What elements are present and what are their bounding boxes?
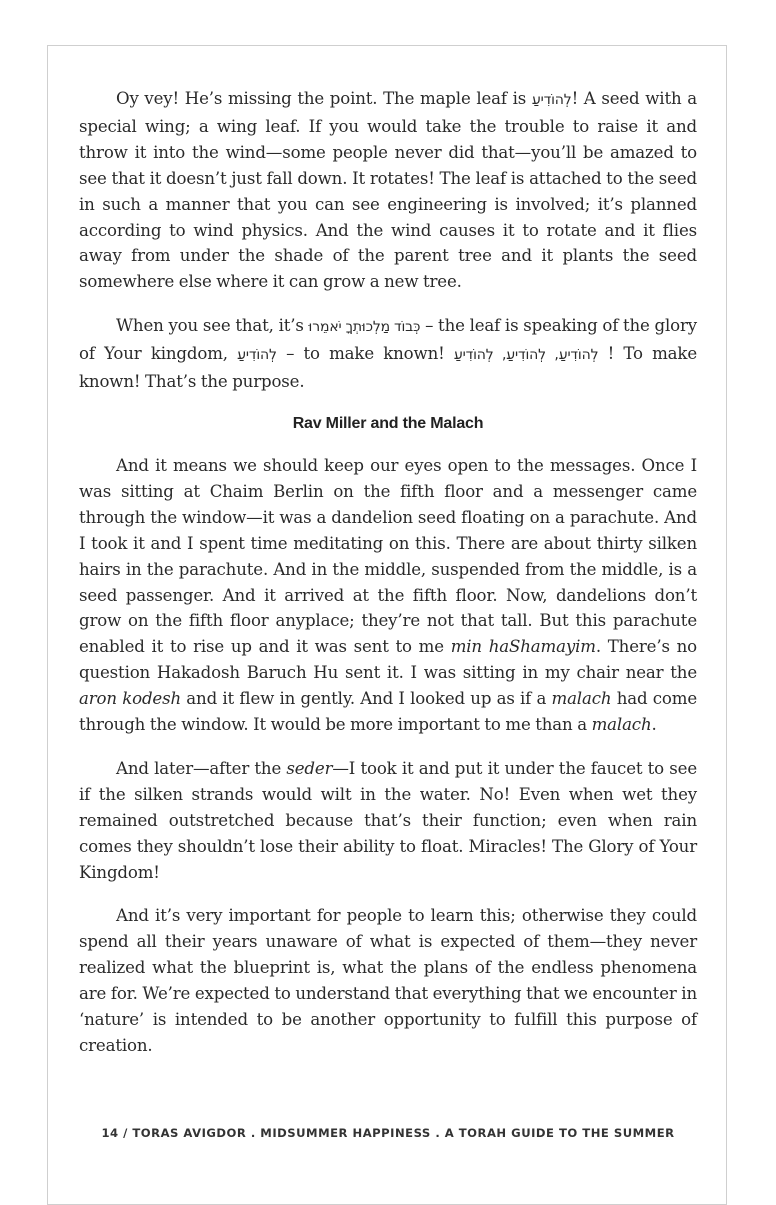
italic-term: min haShamayim <box>450 637 596 657</box>
text-run: ! To make known! That’s the purpose. <box>79 344 697 392</box>
paragraph-dandelion <box>79 453 697 738</box>
text-run: . There’s no question Hakadosh Baruch Hu sent it. I was sitting in my chair near the <box>79 637 697 683</box>
hebrew-text: לְהוֹדִיעַ, לְהוֹדִיעַ, לְהוֹדִיעַ <box>453 347 599 364</box>
hebrew-text: לְהוֹדִיעַ <box>531 92 572 108</box>
paragraph-purpose <box>79 903 697 1058</box>
hebrew-text: כְּבוֹד מַלְכוּתְךָ יֹאמֵרוּ <box>308 319 421 336</box>
page-footer: 14 / TORAS AVIGDOR . MIDSUMMER HAPPINESS . A TORAH GUIDE TO THE SUMMER <box>101 1126 675 1140</box>
text-run: And it means we should keep our eyes open to the messages. Once I was sitting at Chaim Berlin on the fifth floor and a messenger came through the window—it was a dandelion seed floating on a parachute. And I took it and I spent time meditating on this. There are about thirty silken hairs in the parachute. And in the middle, suspended from the middle, is a seed passenger. And it arrived at the fifth floor. Now, dandelions don’t grow on the fifth floor anyplace; they’re not that tall. But this parachute enabled it to rise up and it was sent to me <box>79 455 697 657</box>
text-run: and it flew in gently. And I looked up as if a <box>181 689 552 709</box>
text-run: – to make known! <box>276 344 454 364</box>
italic-term: malach <box>591 715 652 735</box>
text-run: – the leaf is speaking of the glory of Your kingdom, <box>79 316 697 364</box>
paragraph-faucet <box>79 756 697 886</box>
paragraph-glory-of-kingdom <box>79 313 697 395</box>
text-run: And later—after the <box>116 758 287 778</box>
italic-term: malach <box>551 689 612 709</box>
italic-term: seder <box>286 758 333 778</box>
section-heading: Rav Miller and the Malach <box>292 414 484 432</box>
text-run: ! A seed with a special wing; a wing leaf. If you would take the trouble to raise it and throw it into the wind—some people never did that—you’ll be amazed to see that it doesn’t just fall down. It rotates! The leaf is attached to the seed in such a manner that you can see engineering is involved; it’s planned according to wind physics. And the wind causes it to rotate and it flies away from under the shade of the parent tree and it plants the seed somewhere else where it can grow a new tree. <box>79 89 697 292</box>
text-run: When you see that, it’s <box>116 316 309 336</box>
text-run: . <box>651 715 657 735</box>
text-run: And it’s very important for people to learn this; otherwise they could spend all their years unaware of what is expected of them—they never realized what the blueprint is, what the plans of the endless phenomena are for. We’re expected to understand that everything that we encounter in ‘nature’ is intended to be another opportunity to fulfill this purpose of creation. <box>79 906 697 1055</box>
paragraph-maple-leaf <box>79 86 697 295</box>
text-run: —I took it and put it under the faucet to see if the silken strands would wilt in the water. No! Even when wet they remained outstretched because that’s their function; even when rain comes they shouldn’t lose their ability to float. Miracles! The Glory of Your Kingdom! <box>79 758 697 882</box>
italic-term: aron kodesh <box>79 689 181 709</box>
text-run: had come through the window. It would be more important to me than a <box>79 689 697 735</box>
hebrew-text: לְהוֹדִיעַ <box>237 347 277 364</box>
page-content <box>79 86 697 1077</box>
text-run: Oy vey! He’s missing the point. The maple leaf is <box>116 89 532 108</box>
